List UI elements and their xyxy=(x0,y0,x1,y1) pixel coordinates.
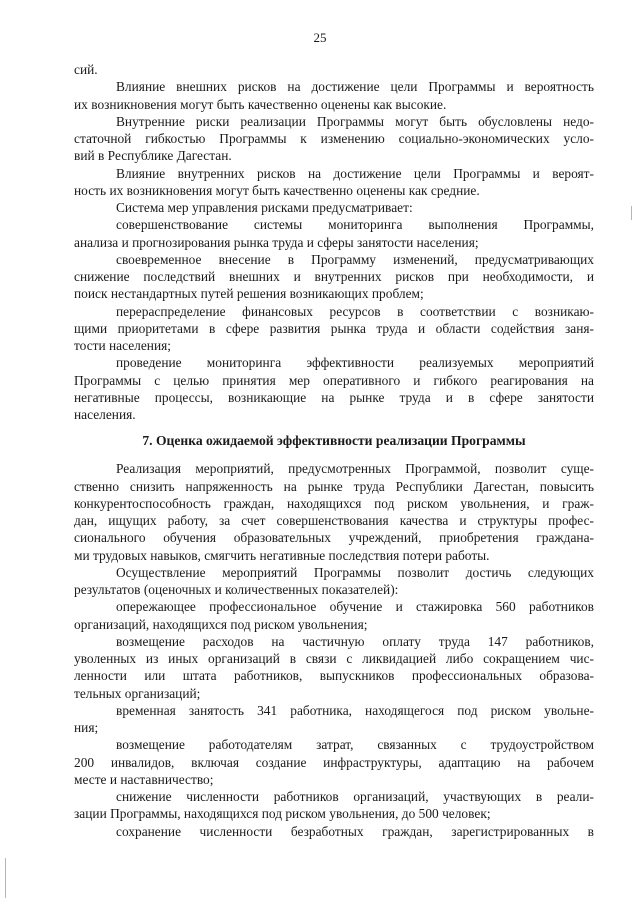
paragraph xyxy=(74,199,594,216)
paragraph-line: вий в Республике Дагестан. xyxy=(74,148,232,164)
paragraph-line: конкурентоспособность граждан, находящихся под риском увольнения, и граж- xyxy=(74,495,594,511)
paragraph-line: ственно снизить напряженность на рынке труда Республики Дагестан, повысить xyxy=(74,478,594,494)
paragraph-line: зации Программы, находящихся под риском увольнения, до 500 человек; xyxy=(74,806,491,822)
paragraph xyxy=(74,251,594,303)
paragraph-line: Внутренние риски реализации Программы могут быть обусловлены недо- xyxy=(116,113,594,129)
paragraph-line: ми трудовых навыков, смягчить негативные последствия потери работы. xyxy=(74,547,490,563)
page-number: 25 xyxy=(313,30,327,45)
paragraph-line: дан, ищущих работу, за счет совершенствования качества и структуры профес- xyxy=(74,513,594,528)
paragraph-line: негативные процессы, возникающие на рынке труда и в сфере занятости xyxy=(74,389,594,405)
paragraph-line: перераспределение финансовых ресурсов в соответствии с возникаю- xyxy=(116,303,594,319)
paragraph-line: проведение мониторинга эффективности реализуемых мероприятий xyxy=(116,355,594,371)
paragraph-line: организаций, находящихся под риском увольнения; xyxy=(74,616,368,632)
paragraph-line: ленности или штата работников, выпускников профессиональных образова- xyxy=(74,668,594,684)
paragraph-line: Реализация мероприятий, предусмотренных Программой, позволит суще- xyxy=(116,461,594,477)
paragraph-line: Программы с целью принятия мер оперативного и гибкого реагирования на xyxy=(74,372,594,388)
paragraph xyxy=(74,303,594,355)
paragraph xyxy=(74,460,594,564)
paragraph xyxy=(74,702,594,737)
paragraph xyxy=(74,165,594,200)
paragraph-line: снижение последствий внешних и внутренних рисков при необходимости, и xyxy=(74,269,594,284)
paragraph-line: тельных организаций; xyxy=(74,685,201,701)
section-heading: 7. Оценка ожидаемой эффективности реализации Программы xyxy=(142,433,526,449)
paragraph-line: Влияние внешних рисков на достижение цели Программы и вероятность xyxy=(116,79,594,95)
paragraph-line: месте и наставничество; xyxy=(74,771,214,787)
paragraph-line: снижение численности работников организаций, участвующих в реали- xyxy=(116,789,594,804)
paragraph-line: ность их возникновения могут быть качественно оценены как средние. xyxy=(74,182,480,198)
paragraph-line: совершенствование системы мониторинга выполнения Программы, xyxy=(116,217,594,233)
paragraph-line: населения. xyxy=(74,407,136,422)
paragraph-line: результатов (оценочных и количественных показателей): xyxy=(74,582,399,597)
paragraph-line: сионального обучения образовательных учреждений, приобретения граждана- xyxy=(74,530,594,546)
paragraph xyxy=(74,788,594,823)
paragraph-line: Влияние внутренних рисков на достижение цели Программы и вероят- xyxy=(116,165,594,181)
paragraph xyxy=(74,736,594,788)
paragraph xyxy=(74,113,594,165)
paragraph-line: тости населения; xyxy=(74,338,172,353)
paragraph xyxy=(74,354,594,423)
paragraph xyxy=(74,216,594,251)
paragraph-line: сохранение численности безработных граждан, зарегистрированных в xyxy=(116,823,594,839)
paragraph-line: возмещение расходов на частичную оплату труда 147 работников, xyxy=(116,633,594,649)
paragraph-line: возмещение работодателям затрат, связанных с трудоустройством xyxy=(116,737,594,753)
paragraph xyxy=(74,61,594,78)
risk-management-text xyxy=(74,61,594,423)
paragraph-line: опережающее профессиональное обучение и стажировка 560 работников xyxy=(116,599,594,615)
paragraph-line: поиск нестандартных путей решения возникающих проблем; xyxy=(74,286,424,302)
paragraph xyxy=(74,564,594,599)
paragraph-line: щими приоритетами в сфере развития рынка труда и области содействия заня- xyxy=(74,320,594,336)
document-body xyxy=(74,61,594,840)
paragraph-line: 200 инвалидов, включая создание инфраструктуры, адаптацию на рабочем xyxy=(74,754,594,770)
paragraph-line: уволенных из иных организаций в связи с ликвидацией либо сокращением чис- xyxy=(74,651,594,666)
paragraph xyxy=(74,78,594,113)
paragraph xyxy=(74,598,594,633)
scan-margin-mark xyxy=(631,206,632,220)
paragraph-line: Осуществление мероприятий Программы позволит достичь следующих xyxy=(116,564,594,580)
paragraph xyxy=(74,823,594,840)
paragraph-line: временная занятость 341 работника, находящегося под риском увольне- xyxy=(116,702,594,718)
paragraph-line: Система мер управления рисками предусматривает: xyxy=(116,200,413,215)
paragraph-line: своевременное внесение в Программу изменений, предусматривающих xyxy=(116,251,594,267)
paragraph-line: анализа и прогнозирования рынка труда и сферы занятости населения; xyxy=(74,234,479,250)
paragraph xyxy=(74,633,594,702)
paragraph-line: их возникновения могут быть качественно оценены как высокие. xyxy=(74,96,447,112)
scan-margin-mark xyxy=(5,858,6,898)
section-7-text xyxy=(74,460,594,840)
paragraph-line: сий. xyxy=(74,62,98,77)
paragraph-line: ния; xyxy=(74,720,99,735)
paragraph-line: статочной гибкостью Программы к изменению социально-экономических усло- xyxy=(74,131,594,146)
